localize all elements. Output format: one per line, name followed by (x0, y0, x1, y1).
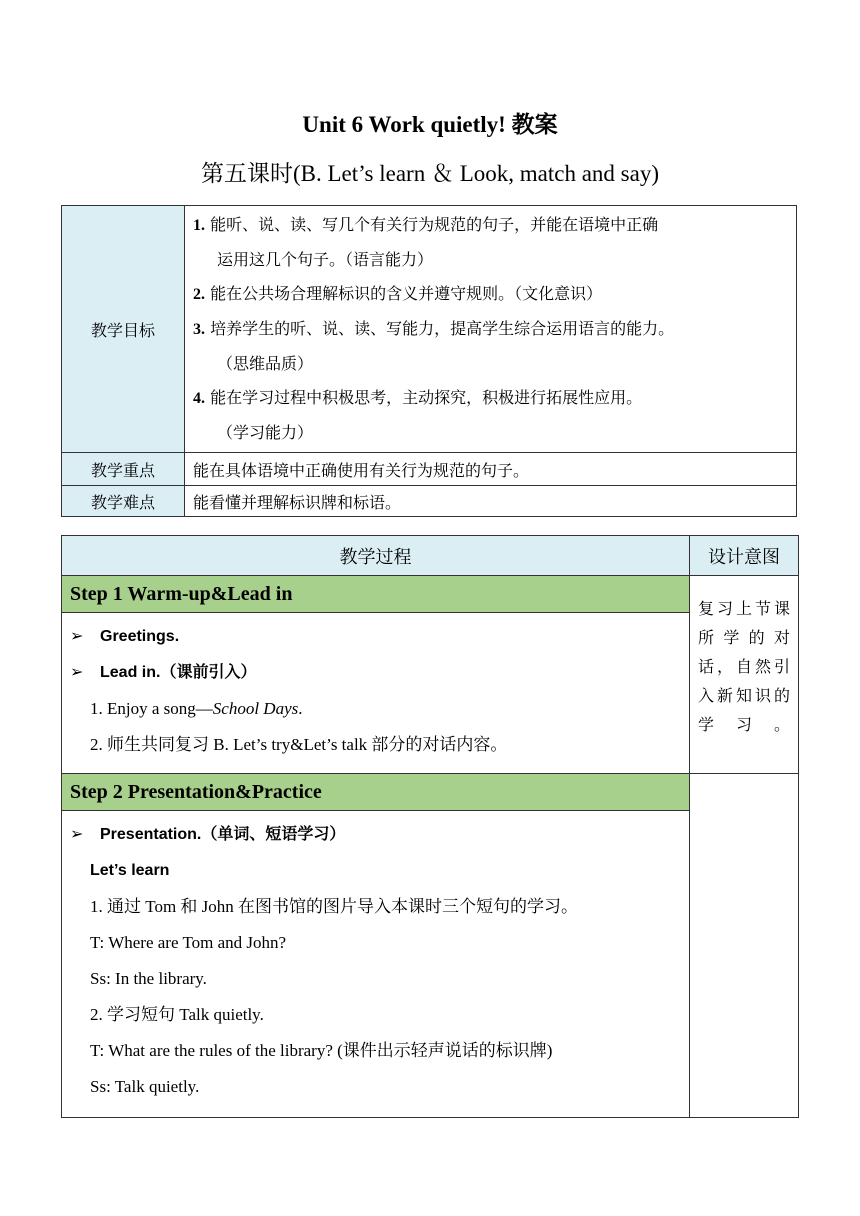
section-heading: Let’s learn (90, 862, 170, 879)
arrow-bullet-icon: ➢ (70, 628, 84, 645)
key-points-text: 能在具体语境中正确使用有关行为规范的句子。 (185, 453, 797, 486)
info-table (61, 205, 797, 517)
lesson-subtitle: 第五课时(B. Let’s learn ＆ Look, match and say) (201, 161, 659, 186)
objective-item: 2. 能在公共场合理解标识的含义并遵守规则。（文化意识） (193, 284, 603, 303)
step1-intent: 复习上节课所学的对话，自然引入新知识的学习。 (690, 576, 799, 774)
key-points-label: 教学重点 (62, 453, 185, 486)
process-table (61, 535, 799, 1118)
intent-header: 设计意图 (690, 536, 799, 576)
process-header: 教学过程 (62, 536, 690, 576)
list-item: 1. Enjoy a song—School Days. (90, 699, 303, 718)
song-title: School Days (212, 699, 299, 718)
objectives-cell (185, 206, 797, 453)
list-item: ➢ Presentation.（单词、短语学习） (70, 817, 681, 853)
list-item: 2. 学习短句 Talk quietly. (90, 1005, 264, 1024)
list-item: 2. 师生共同复习 B. Let’s try&Let’s talk 部分的对话内容。 (90, 735, 508, 754)
list-item: Ss: In the library. (90, 969, 207, 988)
arrow-bullet-icon: ➢ (70, 664, 84, 681)
step1-title: Step 1 Warm-up&Lead in (62, 576, 690, 613)
objective-item: 4. 能在学习过程中积极思考，主动探究，积极进行拓展性应用。 （学习能力） (193, 388, 643, 442)
step2-body (62, 811, 690, 1118)
list-item: ➢ Greetings. (70, 619, 681, 655)
difficulty-label: 教学难点 (62, 486, 185, 517)
list-item: 1. 通过 Tom 和 John 在图书馆的图片导入本课时三个短句的学习。 (90, 897, 579, 916)
objectives-label: 教学目标 (62, 206, 185, 453)
step2-intent (690, 774, 799, 1118)
list-item: Ss: Talk quietly. (90, 1077, 200, 1096)
step2-title: Step 2 Presentation&Practice (62, 774, 690, 811)
list-item: ➢ Lead in.（课前引入） (70, 655, 681, 691)
step1-body (62, 613, 690, 774)
objective-item: 1. 能听、说、读、写几个有关行为规范的句子，并能在语境中正确 运用这几个句子。（语言能力） (193, 215, 659, 269)
difficulty-text: 能看懂并理解标识牌和标语。 (185, 486, 797, 517)
document-title: Unit 6 Work quietly! 教案 (302, 112, 558, 137)
list-item: T: What are the rules of the library? (课件出示轻声说话的标识牌) (90, 1041, 553, 1060)
objective-item: 3. 培养学生的听、说、读、写能力，提高学生综合运用语言的能力。 （思维品质） (193, 319, 675, 373)
list-item: T: Where are Tom and John? (90, 933, 287, 952)
arrow-bullet-icon: ➢ (70, 826, 84, 843)
